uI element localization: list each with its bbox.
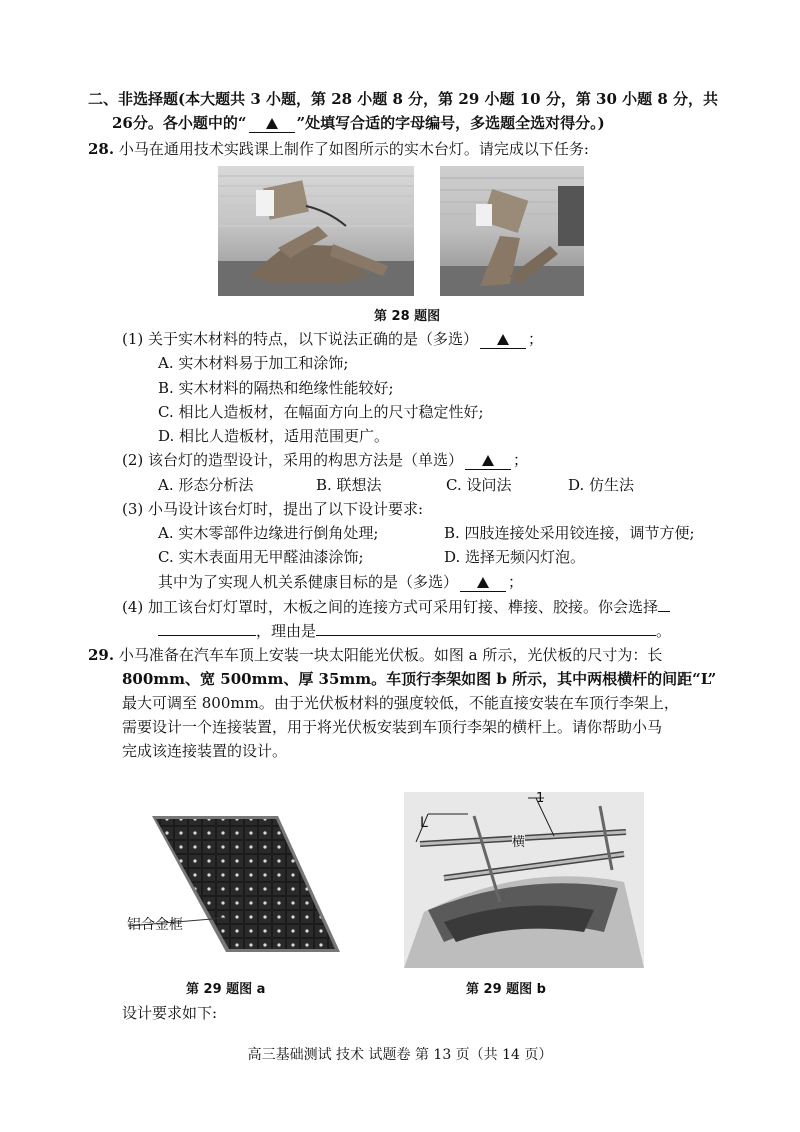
- spacing-label-l: L: [420, 815, 428, 831]
- q28-sub2-option-c: C. 设问法: [446, 476, 512, 494]
- triangle-icon: [497, 334, 509, 345]
- q28-sub1-option-b: B. 实木材料的隔热和绝缘性能较好;: [158, 379, 394, 397]
- q28-sub4: (4) 加工该台灯灯罩时，木板之间的连接方式可采用钉接、榫接、胶接。你会选择: [122, 595, 670, 618]
- answer-blank: [316, 619, 656, 636]
- q28-figure-caption: 第 28 题图: [374, 309, 441, 324]
- section-header-line2: 26分。各小题中的“ ”处填写合适的字母编号，多选题全选对得分。): [112, 114, 605, 132]
- triangle-icon: [266, 118, 278, 129]
- q29-line4: 需要设计一个连接装置，用于将光伏板安装到车顶行李架的横杆上。请你帮助小马: [122, 718, 663, 736]
- q28-sub2-option-b: B. 联想法: [316, 476, 382, 494]
- answer-blank: [249, 114, 295, 133]
- q28-stem: 28. 小马在通用技术实践课上制作了如图所示的实木台灯。请完成以下任务:: [88, 140, 589, 158]
- answer-blank: [465, 451, 511, 470]
- q28-sub1: (1) 关于实木材料的特点，以下说法正确的是（多选） ；: [122, 330, 544, 348]
- fig-29b-caption: 第 29 题图 b: [466, 982, 546, 997]
- design-requirements: 设计要求如下:: [122, 1004, 218, 1022]
- triangle-icon: [482, 455, 494, 466]
- section-header-line1: 二、非选择题(本大题共 3 小题，第 28 小题 8 分，第 29 小题 10 分，第 30 小题 8 分，共: [88, 90, 719, 108]
- roof-rack-figure: [404, 792, 644, 968]
- fig-29a-caption: 第 29 题图 a: [186, 982, 266, 997]
- q29-line1: 29. 小马准备在汽车车顶上安装一块太阳能光伏板。如图 a 所示，光伏板的尺寸为：长: [88, 646, 663, 664]
- q28-sub2-option-d: D. 仿生法: [568, 476, 635, 494]
- aluminum-frame-label: 铝合金框: [127, 917, 183, 933]
- q28-sub1-option-c: C. 相比人造板材，在幅面方向上的尺寸稳定性好;: [158, 403, 484, 421]
- page-footer: 高三基础测试 技术 试题卷 第 13 页（共 14 页）: [247, 1047, 553, 1063]
- q28-sub3-option-c: C. 实木表面用无甲醛油漆涂饰;: [158, 548, 364, 566]
- q28-sub3-option-b: B. 四肢连接处采用铰连接，调节方便;: [444, 524, 695, 542]
- solar-panel-figure: [118, 812, 348, 964]
- answer-blank: [658, 595, 670, 612]
- answer-blank: [460, 573, 506, 592]
- q29-line5: 完成该连接装置的设计。: [122, 742, 288, 760]
- q28-sub3-option-a: A. 实木零部件边缘进行倒角处理;: [158, 524, 379, 542]
- label-1: 1: [536, 791, 545, 806]
- q28-sub2: (2) 该台灯的造型设计，采用的构思方法是（单选） ；: [122, 451, 529, 469]
- lamp-photo-left: [218, 166, 414, 296]
- triangle-icon: [477, 577, 489, 588]
- q28-sub4-line2: ，理由是 。: [158, 619, 671, 642]
- answer-blank: [480, 330, 526, 349]
- q28-sub1-option-a: A. 实木材料易于加工和涂饰;: [158, 354, 349, 372]
- q28-sub1-option-d: D. 相比人造板材，适用范围更广。: [158, 427, 390, 445]
- lamp-photo-right: [440, 166, 584, 296]
- crossbar-label: 横: [512, 832, 525, 854]
- q28-sub3-option-d: D. 选择无频闪灯泡。: [444, 548, 586, 566]
- q29-line2: 800mm、宽 500mm、厚 35mm。车顶行李架如图 b 所示，其中两根横杆的间距“L”: [122, 670, 717, 688]
- q28-sub3-tail: 其中为了实现人机关系健康目标的是（多选） ；: [158, 573, 524, 591]
- q29-line3: 最大可调至 800mm。由于光伏板材料的强度较低，不能直接安装在车顶行李架上，: [122, 694, 679, 712]
- q28-sub2-option-a: A. 形态分析法: [158, 476, 254, 494]
- answer-blank: [158, 619, 256, 636]
- q28-sub3: (3) 小马设计该台灯时，提出了以下设计要求:: [122, 500, 424, 518]
